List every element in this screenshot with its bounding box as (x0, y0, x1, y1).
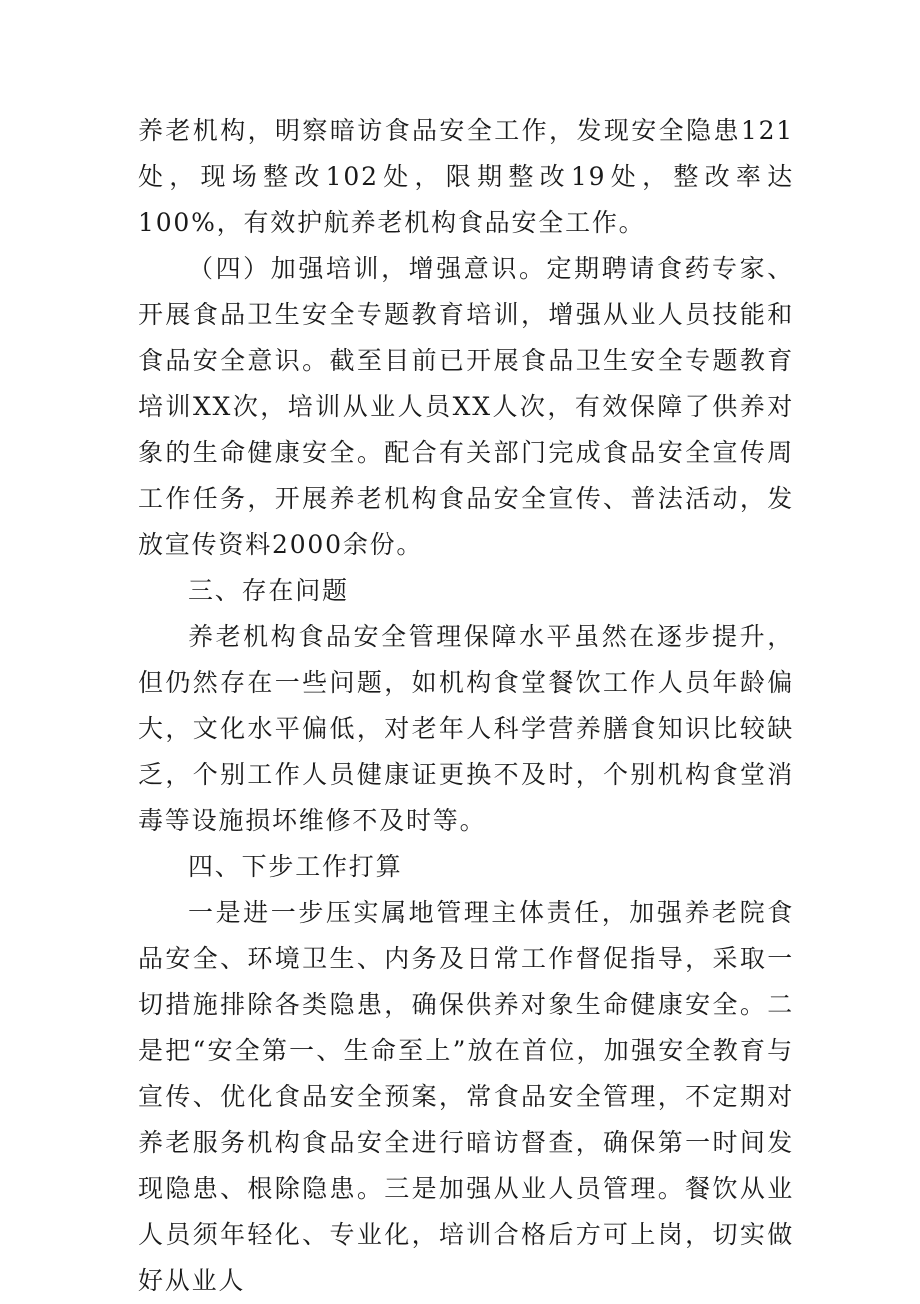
paragraph-next-steps: 一是进一步压实属地管理主体责任，加强养老院食品安全、环境卫生、内务及日常工作督促指导，采取一切措施排除各类隐患，确保供养对象生命健康安全。二是把“安全第一、生命至上”放在首位，加强安全教育与宣传、优化食品安全预案，常食品安全管理，不定期对养老服务机构食品安全进行暗访督查，确保第一时间发现隐患、根除隐患。三是加强从业人员管理。餐饮从业人员须年轻化、专业化，培训合格后方可上岗，切实做好从业人 (138, 898, 794, 1295)
section-heading-next-steps: 四、下步工作打算 (188, 852, 403, 881)
section-heading-problems: 三、存在问题 (188, 576, 349, 605)
paragraph-continuation: 养老机构，明察暗访食品安全工作，发现安全隐患121处，现场整改102处，限期整改19处，整改率达100%，有效护航养老机构食品安全工作。 (138, 116, 794, 237)
paragraph-training: （四）加强培训，增强意识。定期聘请食药专家、开展食品卫生安全专题教育培训，增强从业人员技能和食品安全意识。截至目前已开展食品卫生安全专题教育培训XX次，培训从业人员XX人次，有效保障了供养对象的生命健康安全。配合有关部门完成食品安全宣传周工作任务，开展养老机构食品安全宣传、普法活动，发放宣传资料2000余份。 (138, 254, 794, 559)
paragraph-problems: 养老机构食品安全管理保障水平虽然在逐步提升，但仍然存在一些问题，如机构食堂餐饮工作人员年龄偏大，文化水平偏低，对老年人科学营养膳食知识比较缺乏，个别工作人员健康证更换不及时，个别机构食堂消毒等设施损坏维修不及时等。 (138, 622, 794, 835)
document-page (138, 108, 794, 1304)
